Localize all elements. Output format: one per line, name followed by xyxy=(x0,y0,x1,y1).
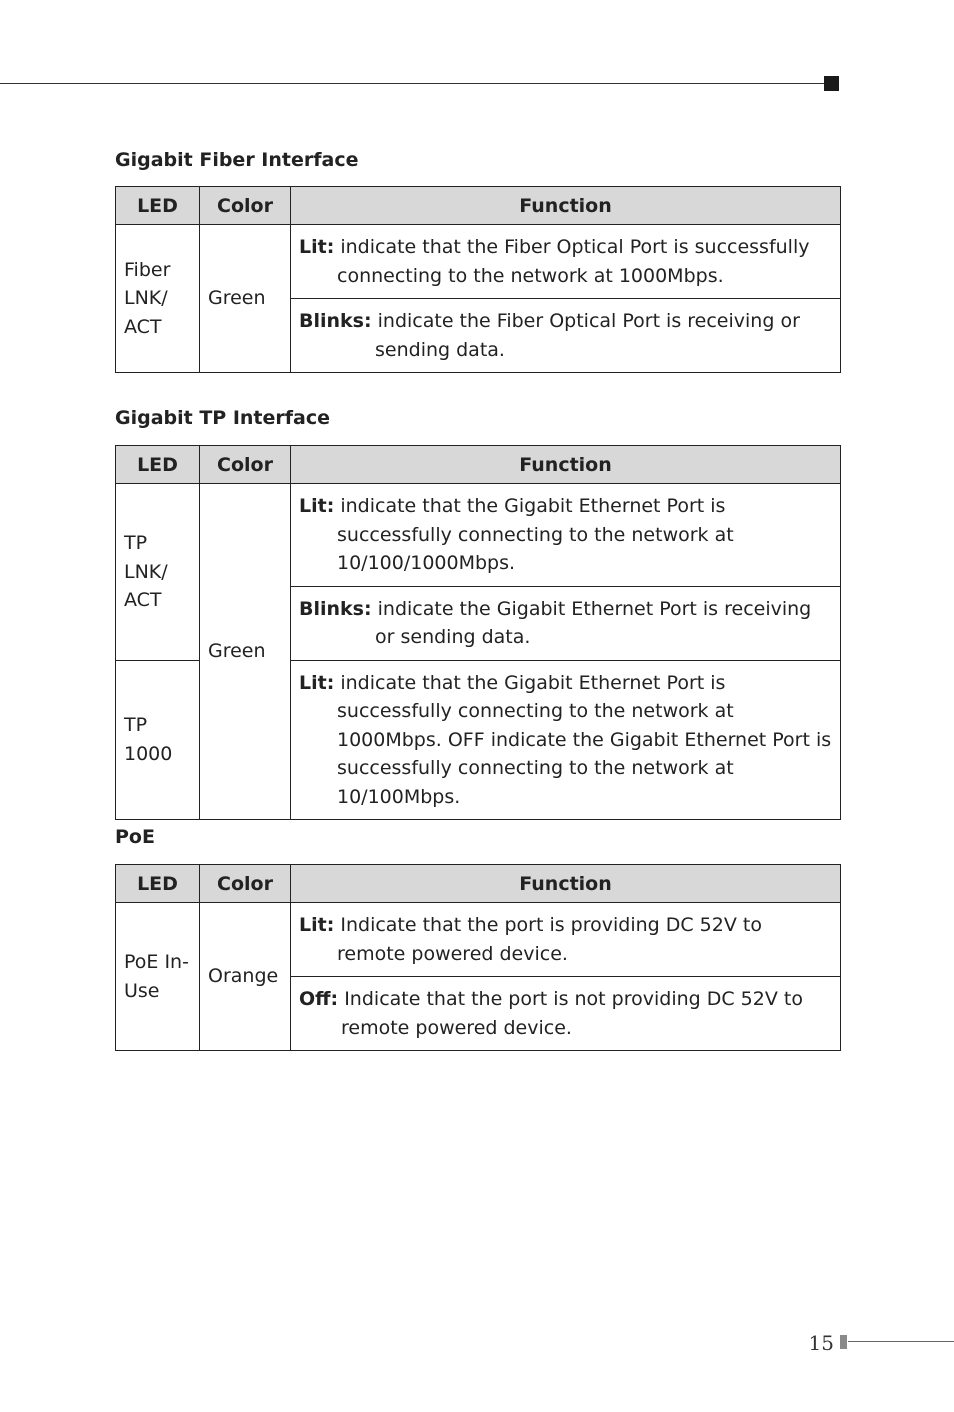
color-column-header: Color xyxy=(200,446,291,484)
function-cell xyxy=(291,903,841,977)
color-column-header: Color xyxy=(200,865,291,903)
led-cell xyxy=(116,903,200,1051)
tp-section-title: Gigabit TP Interface xyxy=(115,407,331,429)
led-cell xyxy=(116,660,200,820)
function-cell xyxy=(291,977,841,1051)
function-column-header: Function xyxy=(291,446,841,484)
led-name: TP LNK/ ACT xyxy=(124,532,168,611)
lit-description: Indicate that the port is providing DC 52V to remote powered device. xyxy=(337,914,762,965)
tp-led-table xyxy=(115,445,841,820)
table-header-row xyxy=(116,187,841,225)
color-cell xyxy=(200,903,291,1051)
off-description: Indicate that the port is not providing DC 52V to remote powered device. xyxy=(341,988,803,1039)
led-column-header: LED xyxy=(116,187,200,225)
function-cell xyxy=(291,225,841,299)
led-cell xyxy=(116,225,200,373)
poe-led-table xyxy=(115,864,841,1051)
table-row xyxy=(116,484,841,587)
led-name: TP 1000 xyxy=(124,714,173,765)
footer-mark xyxy=(840,1335,847,1349)
led-name: Fiber LNK/ ACT xyxy=(124,258,171,338)
led-color: Green xyxy=(208,287,266,310)
color-cell xyxy=(200,484,291,820)
lit-description: indicate that the Gigabit Ethernet Port is successfully connecting to the network at 1000Mbps. OFF indicate the Gigabit Ethernet Port is successfully connecting to the network at 10/100Mbps. xyxy=(337,671,832,808)
fiber-led-table xyxy=(115,186,841,373)
blinks-label: Blinks: xyxy=(299,310,372,332)
led-name: PoE In-Use xyxy=(124,951,189,1002)
function-cell xyxy=(291,660,841,820)
lit-label: Lit: xyxy=(299,495,335,517)
lit-description: indicate that the Gigabit Ethernet Port is successfully connecting to the network at 10/100/1000Mbps. xyxy=(337,495,734,574)
led-cell xyxy=(116,484,200,661)
led-color: Green xyxy=(208,640,266,663)
function-column-header: Function xyxy=(291,865,841,903)
function-cell xyxy=(291,299,841,373)
function-cell xyxy=(291,586,841,660)
function-column-header: Function xyxy=(291,187,841,225)
off-label: Off: xyxy=(299,988,339,1010)
led-column-header: LED xyxy=(116,446,200,484)
function-cell xyxy=(291,484,841,587)
poe-section-title: PoE xyxy=(115,826,155,848)
lit-label: Lit: xyxy=(299,914,335,936)
fiber-section-title: Gigabit Fiber Interface xyxy=(115,149,359,171)
table-header-row xyxy=(116,446,841,484)
led-column-header: LED xyxy=(116,865,200,903)
header-square-mark xyxy=(824,76,839,91)
color-column-header: Color xyxy=(200,187,291,225)
led-color: Orange xyxy=(208,965,279,988)
table-header-row xyxy=(116,865,841,903)
page-number: 15 xyxy=(808,1331,834,1355)
header-rule xyxy=(0,83,826,84)
blinks-description: indicate the Fiber Optical Port is receiving or sending data. xyxy=(375,310,800,361)
blinks-label: Blinks: xyxy=(299,597,372,620)
color-cell xyxy=(200,225,291,373)
table-row xyxy=(116,903,841,977)
lit-label: Lit: xyxy=(299,671,335,694)
table-row xyxy=(116,225,841,299)
blinks-description: indicate the Gigabit Ethernet Port is receiving or sending data. xyxy=(375,597,812,648)
lit-label: Lit: xyxy=(299,236,335,258)
lit-description: indicate that the Fiber Optical Port is successfully connecting to the network at 1000Mbps. xyxy=(337,236,810,287)
footer-rule xyxy=(848,1341,954,1342)
